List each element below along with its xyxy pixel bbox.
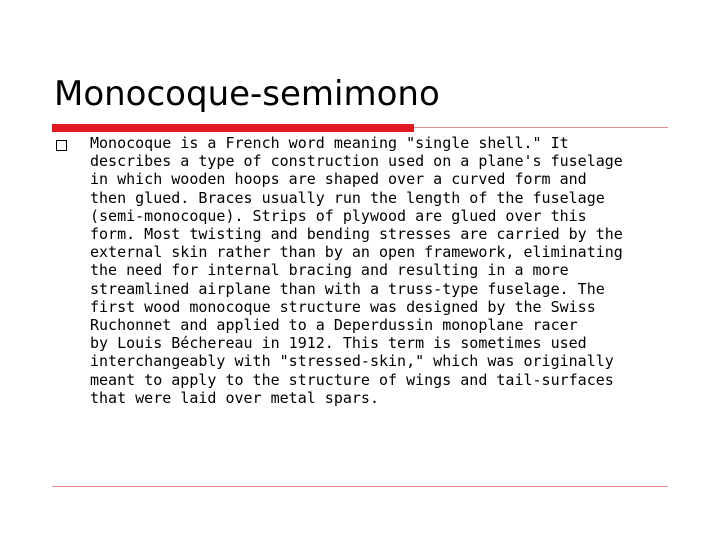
slide-title: Monocoque-semimono	[54, 74, 440, 114]
paragraph-line: external skin rather than by an open framework, eliminating	[90, 243, 623, 262]
footer-rule	[52, 486, 668, 487]
hollow-square-bullet-icon	[56, 140, 67, 151]
paragraph-line: form. Most twisting and bending stresses are carried by the	[90, 225, 623, 244]
paragraph-line: Monocoque is a French word meaning "single shell." It	[90, 134, 569, 152]
paragraph-line: Ruchonnet and applied to a Deperdussin monoplane racer	[90, 316, 578, 335]
title-underline-rule	[414, 127, 668, 128]
paragraph-line: first wood monocoque structure was designed by the Swiss	[90, 297, 596, 316]
paragraph-line: then glued. Braces usually run the length of the fuselage	[90, 188, 605, 207]
title-underline-accent	[52, 124, 414, 132]
paragraph-line: describes a type of construction used on a plane's fuselage	[90, 152, 623, 171]
paragraph-line: that were laid over metal spars.	[90, 388, 379, 407]
paragraph-line: the need for internal bracing and resulting in a more	[90, 261, 569, 280]
body-paragraph	[90, 134, 672, 407]
paragraph-line: streamlined airplane than with a truss-type fuselage. The	[90, 279, 605, 298]
paragraph-line: meant to apply to the structure of wings and tail-surfaces	[90, 370, 614, 389]
paragraph-line: by Louis Béchereau in 1912. This term is sometimes used	[90, 334, 587, 353]
paragraph-line: interchangeably with "stressed-skin," which was originally	[90, 352, 614, 371]
paragraph-line: (semi-monocoque). Strips of plywood are glued over this	[90, 206, 587, 225]
paragraph-line: in which wooden hoops are shaped over a curved form and	[90, 170, 587, 189]
